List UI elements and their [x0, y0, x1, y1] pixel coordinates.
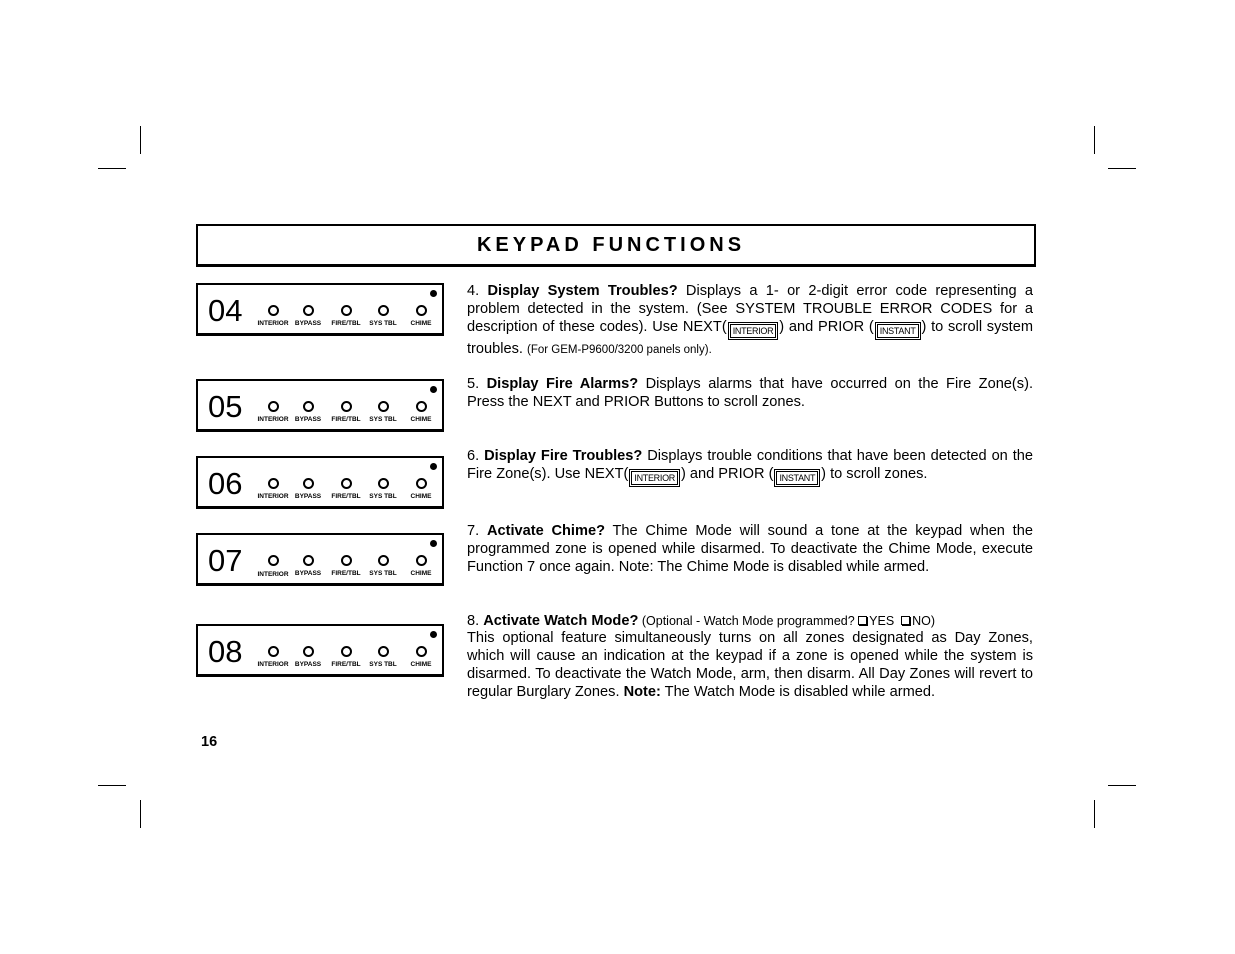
led-indicator-icon	[303, 646, 314, 657]
status-dot-icon	[430, 290, 437, 297]
item-text: ) to scroll system troubles.	[467, 319, 1034, 357]
led-label: CHIME	[410, 493, 432, 500]
item-heading: Display System Troubles?	[487, 283, 678, 299]
led-indicator-icon	[378, 478, 389, 489]
led-indicator-icon	[341, 646, 352, 657]
item-text: This optional feature simultaneously turns on all zones designated as Day Zones, which will cause an indication at the keypad if a zone is opened while the system is disarmed. To deactivate the Watch Mode, arm, then disarm. All Day Zones will revert to regular Burglary Zones.	[467, 630, 1033, 700]
function-8-description	[467, 629, 1033, 701]
led-label: FIRE/TBL	[331, 570, 361, 577]
item-text: Displays a 1- or 2-digit error code representing a problem detected in the system. (See SYSTEM TROUBLE ERROR CODES for a description of these codes). Use NEXT(	[467, 283, 1033, 335]
item-text: The Watch Mode is disabled while armed.	[660, 684, 936, 700]
item-text: ) and PRIOR (	[680, 466, 774, 482]
function-4-description	[467, 282, 1033, 359]
led-label: FIRE/TBL	[331, 493, 361, 500]
status-dot-icon	[430, 386, 437, 393]
display-number: 07	[208, 543, 243, 578]
item-number: 4.	[467, 283, 488, 299]
crop-mark	[140, 800, 141, 828]
item-heading: Display Fire Alarms?	[486, 376, 639, 392]
led-label: CHIME	[410, 320, 432, 327]
item-number: 6.	[467, 448, 485, 464]
led-indicator-icon	[341, 401, 352, 412]
no-checkbox-icon	[901, 616, 910, 625]
led-label: BYPASS	[294, 661, 322, 668]
led-label: SYS TBL	[369, 416, 397, 423]
status-dot-icon	[430, 540, 437, 547]
function-7-description	[467, 522, 1033, 576]
led-indicator-icon	[341, 555, 352, 566]
led-indicator-icon	[303, 478, 314, 489]
led-indicator-icon	[303, 305, 314, 316]
crop-mark	[1094, 800, 1095, 828]
crop-mark	[98, 785, 126, 786]
item-text: Displays trouble conditions that have been detected on the Fire Zone(s). Use NEXT(	[467, 448, 1034, 482]
item-text: The Chime Mode will sound a tone at the keypad when the programmed zone is opened while disarmed. To deactivate the Chime Mode, execute Function 7 once again. Note: The Chime Mode is disabled while armed.	[467, 523, 1033, 575]
optional-note: (Optional - Watch Mode programmed?	[638, 614, 859, 628]
section-title-box	[196, 224, 1036, 267]
led-indicator-icon	[416, 478, 427, 489]
item-number: 8.	[467, 613, 484, 629]
led-label: SYS TBL	[369, 493, 397, 500]
keypad-display	[196, 456, 444, 509]
display-number: 06	[208, 466, 243, 501]
item-text: ) and PRIOR (	[779, 319, 874, 335]
led-label: CHIME	[410, 661, 432, 668]
interior-button-icon: INTERIOR	[728, 322, 779, 340]
led-indicator-icon	[341, 478, 352, 489]
led-label: FIRE/TBL	[331, 416, 361, 423]
item-number: 5.	[467, 376, 487, 392]
led-indicator-icon	[268, 555, 279, 566]
panel-note: (For GEM-P9600/3200 panels only).	[527, 344, 712, 356]
led-indicator-icon	[268, 305, 279, 316]
led-label: BYPASS	[294, 570, 322, 577]
led-label: FIRE/TBL	[331, 320, 361, 327]
interior-button-icon: INTERIOR	[629, 469, 680, 487]
crop-mark	[98, 168, 126, 169]
item-heading: Display Fire Troubles?	[484, 448, 643, 464]
display-number: 05	[208, 389, 243, 424]
item-text: ) to scroll zones.	[821, 466, 928, 482]
led-label: INTERIOR	[257, 571, 289, 578]
keypad-display	[196, 379, 444, 432]
display-number: 08	[208, 634, 243, 669]
no-label: NO)	[912, 614, 936, 628]
page-title: KEYPAD FUNCTIONS	[476, 233, 746, 256]
display-number: 04	[208, 293, 243, 328]
item-text: Displays alarms that have occurred on the Fire Zone(s). Press the NEXT and PRIOR Buttons to scroll zones.	[467, 376, 1033, 410]
instant-button-icon: INSTANT	[875, 322, 921, 340]
led-indicator-icon	[416, 555, 427, 566]
crop-mark	[1108, 168, 1136, 169]
led-indicator-icon	[268, 401, 279, 412]
led-label: CHIME	[410, 416, 432, 423]
led-label: INTERIOR	[257, 320, 289, 327]
status-dot-icon	[430, 631, 437, 638]
keypad-display	[196, 283, 444, 336]
item-heading: Activate Watch Mode?	[483, 613, 639, 629]
led-indicator-icon	[416, 646, 427, 657]
crop-mark	[140, 126, 141, 154]
led-indicator-icon	[378, 646, 389, 657]
led-indicator-icon	[416, 305, 427, 316]
led-label: INTERIOR	[257, 493, 289, 500]
crop-mark	[1108, 785, 1136, 786]
led-label: BYPASS	[294, 493, 322, 500]
function-5-description	[467, 375, 1033, 411]
page-number: 16	[201, 734, 218, 750]
led-indicator-icon	[268, 646, 279, 657]
yes-checkbox-icon	[858, 616, 867, 625]
led-label: BYPASS	[294, 416, 322, 423]
led-label: FIRE/TBL	[331, 661, 361, 668]
led-label: SYS TBL	[369, 661, 397, 668]
keypad-display	[196, 533, 444, 586]
led-indicator-icon	[341, 305, 352, 316]
led-label: BYPASS	[294, 320, 322, 327]
led-label: CHIME	[410, 570, 432, 577]
led-label: INTERIOR	[257, 416, 289, 423]
instant-button-icon: INSTANT	[774, 469, 820, 487]
function-8-heading	[467, 612, 1033, 630]
led-indicator-icon	[303, 555, 314, 566]
status-dot-icon	[430, 463, 437, 470]
led-label: SYS TBL	[369, 320, 397, 327]
led-indicator-icon	[303, 401, 314, 412]
led-label: SYS TBL	[369, 570, 397, 577]
led-indicator-icon	[268, 478, 279, 489]
led-label: INTERIOR	[257, 661, 289, 668]
keypad-display	[196, 624, 444, 677]
crop-mark	[1094, 126, 1095, 154]
yes-label: YES	[869, 614, 895, 628]
led-indicator-icon	[416, 401, 427, 412]
led-indicator-icon	[378, 305, 389, 316]
item-number: 7.	[467, 523, 487, 539]
led-indicator-icon	[378, 401, 389, 412]
led-indicator-icon	[378, 555, 389, 566]
function-6-description	[467, 447, 1033, 487]
note-label: Note:	[623, 684, 661, 700]
item-heading: Activate Chime?	[486, 523, 605, 539]
